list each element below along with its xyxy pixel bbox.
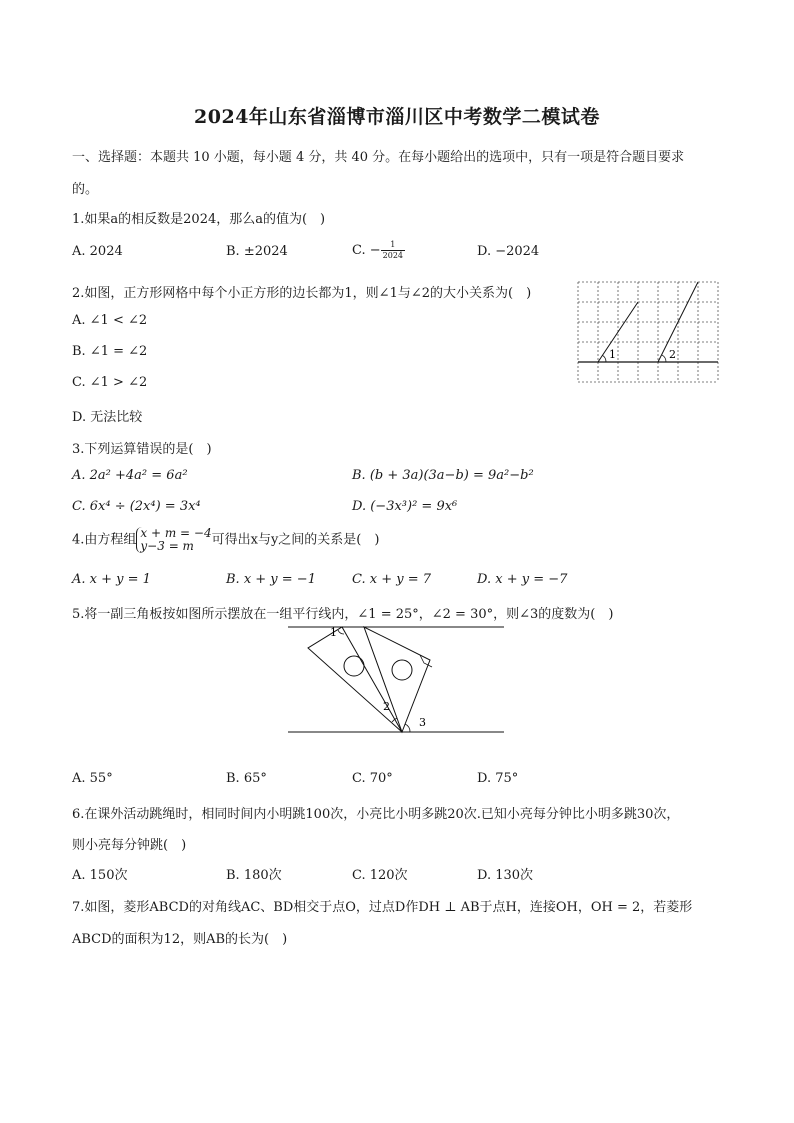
q5-hole-right: [392, 660, 412, 680]
q1-option-d: D. −2024: [477, 244, 540, 259]
section-heading-line1: 一、选择题：本题共 10 小题，每小题 4 分，共 40 分。在每小题给出的选项中，只有一项是符合题目要求: [72, 150, 685, 165]
q6-option-c: C. 120次: [352, 868, 408, 883]
q4-option-b: B. x + y = −1: [226, 572, 316, 587]
q1-option-b: B. ±2024: [226, 244, 288, 259]
q6-option-b: B. 180次: [226, 868, 282, 883]
q2-angle-label-1: 1: [609, 348, 616, 361]
q2-grid-figure: [576, 280, 722, 384]
page-title: 2024年山东省淄博市淄川区中考数学二模试卷: [194, 106, 600, 128]
q2-option-c: C. ∠1 > ∠2: [72, 375, 148, 390]
q5-hole-left: [344, 656, 364, 676]
q5-option-b: B. 65°: [226, 771, 267, 786]
q4-equation-1: x + m = −4: [140, 526, 212, 540]
q2-grid-lines: [578, 282, 718, 382]
q5-angle-label-3: 3: [419, 716, 426, 729]
q4-equation-system: [136, 527, 211, 553]
q6-stem-line2: 则小亮每分钟跳( ): [72, 838, 187, 853]
q5-option-c: C. 70°: [352, 771, 393, 786]
q5-triangles-figure: [284, 622, 508, 738]
q3-option-d: D. (−3x³)² = 9x⁶: [352, 499, 458, 514]
q4-option-c: C. x + y = 7: [352, 572, 432, 587]
q1-option-c-numerator: 1: [381, 240, 405, 251]
q5-right-angle-mark: [420, 655, 432, 667]
q5-angle-label-1: 1: [330, 626, 337, 639]
q6-stem-line1: 6.在课外活动跳绳时，相同时间内小明跳100次，小亮比小明多跳20次.已知小亮每分钟比小明多跳30次，: [72, 807, 680, 822]
q3-stem: 3.下列运算错误的是( ): [72, 442, 212, 457]
q2-option-d: D. 无法比较: [72, 410, 143, 425]
q7-stem-line2: ABCD的面积为12，则AB的长为( ): [72, 932, 288, 947]
q5-triangle-left: [308, 627, 402, 732]
q1-option-a: A. 2024: [72, 244, 123, 259]
q1-option-c-fraction: [381, 240, 405, 261]
q2-stem: 2.如图，正方形网格中每个小正方形的边长都为1，则∠1与∠2的大小关系为( ): [72, 286, 532, 301]
q1-option-c: [352, 240, 405, 261]
q5-angle-label-2: 2: [383, 700, 390, 713]
q2-angle-label-2: 2: [669, 348, 676, 361]
q4-option-a: A. x + y = 1: [72, 572, 151, 587]
q4-stem: [72, 527, 379, 553]
q6-option-d: D. 130次: [477, 868, 534, 883]
q7-stem-line1: 7.如图，菱形ABCD的对角线AC、BD相交于点O，过点D作DH ⊥ AB于点H，连接OH，OH = 2，若菱形: [72, 900, 693, 915]
q3-option-b: B. (b + 3a)(3a−b) = 9a²−b²: [352, 468, 534, 483]
q5-angle-arc-3: [405, 724, 410, 732]
q2-option-a: A. ∠1 < ∠2: [72, 313, 148, 328]
q3-option-a: A. 2a² +4a² = 6a²: [72, 468, 188, 483]
q5-stem: 5.将一副三角板按如图所示摆放在一组平行线内，∠1 = 25°，∠2 = 30°，则∠3的度数为( ): [72, 607, 614, 622]
q4-equation-2: y−3 = m: [140, 539, 194, 553]
q5-angle-arc-1: [338, 630, 344, 634]
q5-option-a: A. 55°: [72, 771, 113, 786]
section-heading-line2: 的。: [72, 182, 99, 197]
q2-angle-arc-2: [662, 355, 666, 362]
q2-angle-arc-1: [603, 355, 607, 362]
q1-stem: 1.如果a的相反数是2024，那么a的值为( ): [72, 212, 326, 227]
q3-option-c: C. 6x⁴ ÷ (2x⁴) = 3x⁴: [72, 499, 201, 514]
q1-option-c-denominator: 2024: [382, 251, 403, 260]
q2-option-b: B. ∠1 = ∠2: [72, 344, 148, 359]
q4-stem-suffix: 可得出x与y之间的关系是( ): [211, 532, 380, 548]
q5-option-d: D. 75°: [477, 771, 519, 786]
q4-option-d: D. x + y = −7: [477, 572, 568, 587]
q1-option-c-prefix: C. −: [352, 243, 381, 258]
q4-stem-prefix: 4.由方程组: [72, 532, 137, 548]
q6-option-a: A. 150次: [72, 868, 128, 883]
